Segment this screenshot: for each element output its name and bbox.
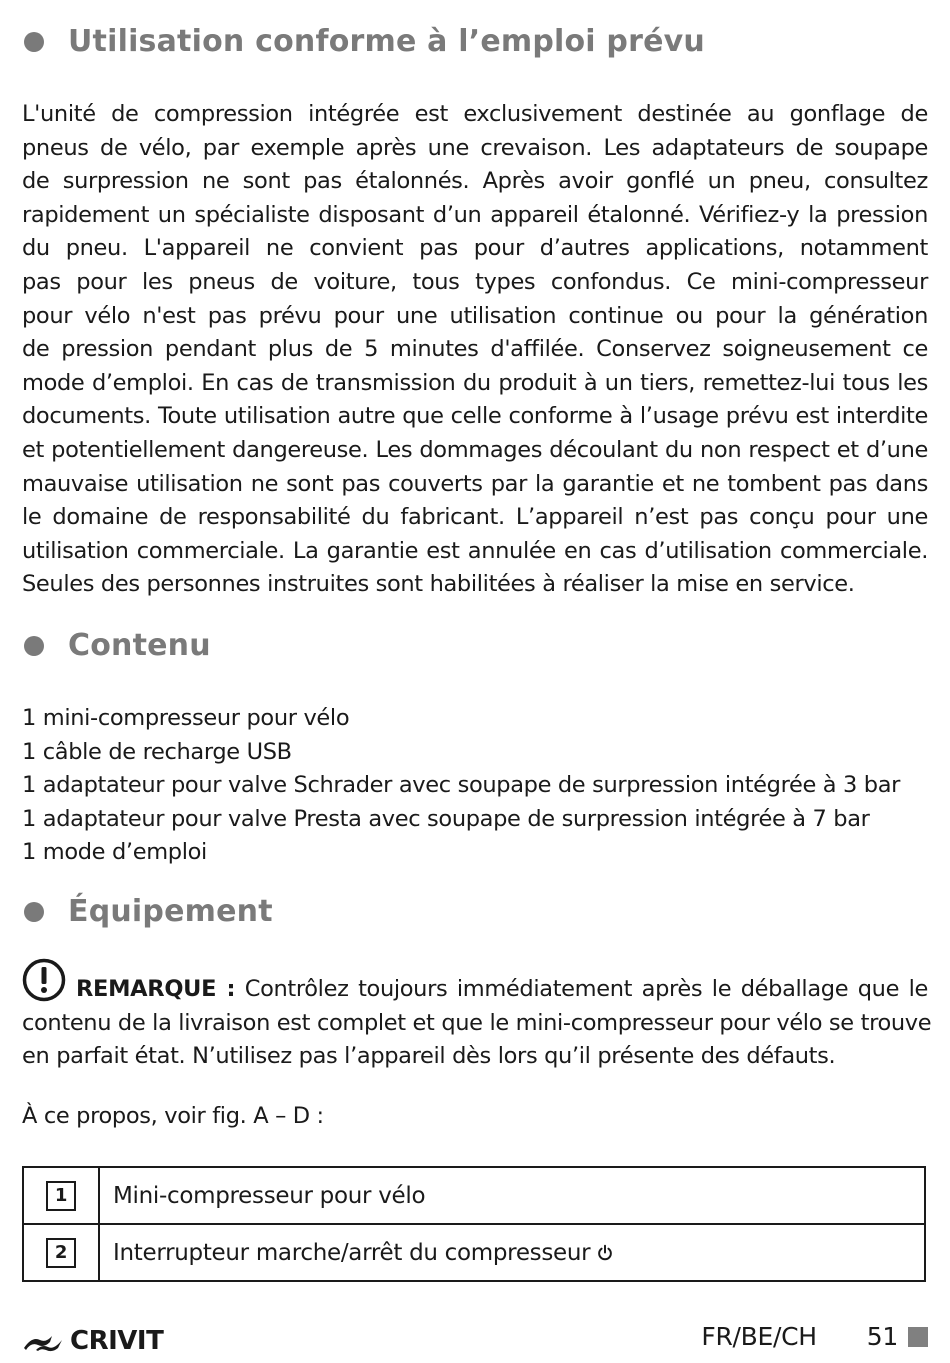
exclamation-icon [22,958,66,1002]
list-item: 1 mode d’emploi [22,839,207,866]
paragraph-line: de surpression ne sont pas étalonnés. Après avoir gonflé un pneu, consultez [22,168,928,195]
heading-bullet [24,636,44,656]
part-description [99,1167,925,1224]
paragraph-line: pas pour les pneus de voiture, tous types confondus. Ce mini-compresseur [22,268,928,295]
paragraph-line: le domaine de responsabilité du fabricant. L’appareil n’est pas conçu pour une [22,504,928,531]
heading-bullet [24,902,44,922]
paragraph-line: À ce propos, voir fig. A – D : [22,1103,324,1129]
brand-name: CRIVIT [70,1326,164,1356]
paragraph-line: et potentiellement dangereuse. Les dommages découlant du non respect et d’une [22,436,928,463]
paragraph-line: documents. Toute utilisation autre que celle conforme à l’usage prévu est interdite [22,403,928,430]
paragraph-line: mode d’emploi. En cas de transmission du produit à un tiers, remettez-lui tous les [22,369,928,396]
page-number: 51 [866,1322,898,1351]
list-item: 1 adaptateur pour valve Schrader avec soupape de surpression intégrée à 3 bar [22,772,901,799]
list-item: 1 adaptateur pour valve Presta avec soupape de surpression intégrée à 7 bar [22,805,870,832]
paragraph-line: Seules des personnes instruites sont habilitées à réaliser la mise en service. [22,571,855,598]
part-number-cell [23,1167,99,1224]
section-heading-contents [24,628,211,663]
paragraph-line [22,958,928,1007]
heading-bullet [24,32,44,52]
paragraph-line: L'unité de compression intégrée est exclusivement destinée au gonflage de [22,101,928,127]
section-heading-equipment [24,894,273,929]
paragraph-line: du pneu. L'appareil ne convient pas pour d’autres applications, notamment [22,235,928,262]
paragraph-line: pneus de vélo, par exemple après une crevaison. Les adaptateurs de soupape [22,134,928,161]
paragraph-line: pour vélo n'est pas prévu pour une utilisation continue ou pour la génération [22,302,928,329]
paragraph-line: mauvaise utilisation ne sont pas couverts par la garantie et ne tombent pas dans [22,470,928,497]
table-row [23,1224,925,1281]
table-row [23,1167,925,1224]
section-heading-usage [24,24,705,59]
paragraph-line: en parfait état. N’utilisez pas l’appareil dès lors qu’il présente des défauts. [22,1043,836,1070]
list-item: 1 mini-compresseur pour vélo [22,705,350,731]
brand-logo [22,1326,163,1356]
list-item: 1 câble de recharge USB [22,738,292,765]
part-number: 1 [46,1181,76,1211]
part-description-text: Mini-compresseur pour vélo [113,1182,426,1209]
contents-list [22,702,928,870]
heading-text: Contenu [68,628,211,663]
heading-text: Équipement [68,894,273,929]
note-text: Contrôlez toujours immédiatement après le déballage que le [244,976,928,1002]
page-footer [701,1322,928,1351]
part-description-text: Interrupteur marche/arrêt du compresseur [113,1239,591,1266]
paragraph-line: utilisation commerciale. La garantie est annulée en cas d’utilisation commerciale. [22,537,928,564]
power-icon [596,1244,614,1262]
paragraph-line: contenu de la livraison est complet et que le mini-compresseur pour vélo se trouve [22,1009,932,1036]
parts-table [22,1166,926,1282]
see-figures-line [22,1100,928,1134]
usage-paragraph [22,98,928,602]
part-number: 2 [46,1238,76,1268]
page-marker-square [908,1327,928,1347]
crivit-swoosh-icon [22,1330,66,1352]
note-label: REMARQUE : [76,976,236,1002]
note-block [22,958,932,1074]
locale-label: FR/BE/CH [701,1322,817,1351]
paragraph-line: rapidement un spécialiste disposant d’un appareil étalonné. Vérifiez-y la pression [22,201,928,228]
paragraph-line: de pression pendant plus de 5 minutes d'affilée. Conservez soigneusement ce [22,336,928,363]
heading-text: Utilisation conforme à l’emploi prévu [68,24,705,59]
part-description [99,1224,925,1281]
part-number-cell [23,1224,99,1281]
